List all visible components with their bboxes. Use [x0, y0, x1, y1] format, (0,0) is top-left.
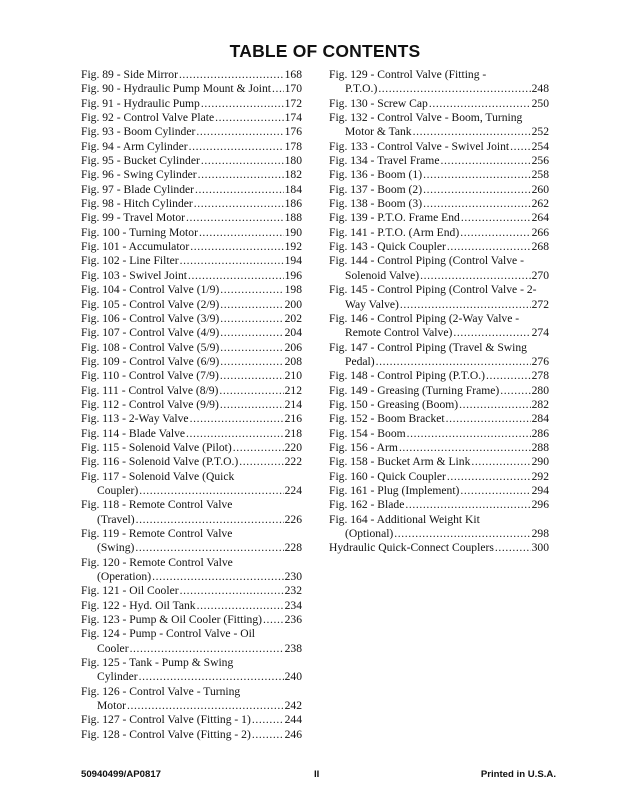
toc-entry-continuation: Motor [97, 699, 126, 713]
toc-entry-title: Fig. 116 - Solenoid Valve (P.T.O.) [81, 455, 239, 469]
toc-page-number: 292 [531, 469, 549, 483]
toc-entry[interactable] [81, 398, 302, 412]
dot-leader [394, 527, 530, 541]
dot-leader [407, 427, 531, 441]
toc-entry[interactable] [329, 154, 549, 168]
toc-page-number: 254 [531, 139, 549, 153]
toc-entry-title: Fig. 164 - Additional Weight Kit [329, 512, 480, 526]
dot-leader [420, 269, 530, 283]
toc-entry-title: Fig. 147 - Control Piping (Travel & Swing [329, 340, 527, 354]
toc-page-number: 298 [531, 527, 549, 540]
toc-page-number: 228 [284, 541, 302, 555]
dot-leader [447, 240, 531, 254]
dot-leader [220, 326, 283, 340]
toc-entry-title: Fig. 146 - Control Piping (2-Way Valve - [329, 311, 520, 325]
dot-leader [194, 197, 284, 211]
toc-page-number: 252 [531, 125, 549, 139]
toc-page-number: 212 [284, 383, 302, 397]
toc-entry[interactable] [81, 183, 302, 197]
dot-leader [400, 298, 531, 312]
toc-entry-continuation: Motor & Tank [345, 125, 412, 139]
toc-entry-title: Fig. 161 - Plug (Implement) [329, 483, 460, 497]
toc-page-number: 170 [284, 82, 302, 96]
dot-leader [199, 226, 284, 240]
toc-entry-title: Fig. 104 - Control Valve (1/9) [81, 283, 220, 297]
toc-entry-title: Fig. 160 - Quick Coupler [329, 469, 446, 483]
toc-entry-title: Fig. 137 - Boom (2) [329, 182, 423, 196]
toc-entry[interactable] [81, 412, 302, 426]
dot-leader [405, 498, 530, 512]
toc-entry-title: Fig. 97 - Blade Cylinder [81, 182, 195, 196]
dot-leader [139, 670, 284, 684]
toc-entry[interactable] [329, 498, 549, 512]
toc-page-number: 230 [284, 570, 302, 584]
dot-leader [219, 384, 283, 398]
toc-entry[interactable] [329, 168, 549, 182]
toc-page-number: 282 [531, 397, 549, 411]
dot-leader [495, 541, 531, 555]
toc-entry[interactable] [329, 226, 549, 240]
toc-entry[interactable] [329, 211, 549, 225]
toc-entry[interactable] [329, 341, 549, 370]
dot-leader [423, 168, 531, 182]
toc-page-number: 268 [531, 240, 549, 254]
toc-entry-title: Fig. 128 - Control Valve (Fitting - 2) [81, 727, 251, 741]
toc-entry-title: Fig. 154 - Boom [329, 426, 406, 440]
dot-leader [376, 355, 531, 369]
toc-entry-title: Fig. 132 - Control Valve - Boom, Turning [329, 111, 523, 125]
dot-leader [190, 412, 284, 426]
toc-entry-title: Fig. 138 - Boom (3) [329, 197, 423, 211]
toc-page-number: 266 [531, 225, 549, 239]
toc-entry[interactable] [329, 68, 549, 97]
toc-entry[interactable] [329, 369, 549, 383]
toc-entry-title: Fig. 133 - Control Valve - Swivel Joint [329, 139, 510, 153]
toc-entry-title: Fig. 103 - Swivel Joint [81, 268, 187, 282]
toc-entry[interactable] [81, 470, 302, 499]
toc-entry[interactable] [81, 713, 302, 727]
toc-entry[interactable] [81, 384, 302, 398]
dot-leader [180, 584, 284, 598]
toc-entry-title: Fig. 158 - Bucket Arm & Link [329, 455, 471, 469]
toc-page-number: 276 [531, 354, 549, 368]
toc-entry-title: Fig. 105 - Control Valve (2/9) [81, 297, 220, 311]
dot-leader [190, 240, 283, 254]
toc-entry[interactable] [81, 627, 302, 656]
dot-leader [127, 699, 284, 713]
toc-entry[interactable] [81, 125, 302, 139]
toc-entry-continuation: Cylinder [97, 670, 138, 684]
toc-page-number: 290 [531, 455, 549, 469]
toc-page-number: 250 [531, 96, 549, 110]
dot-leader [215, 111, 284, 125]
toc-entry-title: Fig. 115 - Solenoid Valve (Pilot) [81, 440, 232, 454]
toc-entry[interactable] [81, 283, 302, 297]
toc-entry-title: Hydraulic Quick-Connect Couplers [329, 541, 494, 555]
toc-entry-continuation: P.T.O.) [345, 82, 378, 96]
toc-entry[interactable] [81, 326, 302, 340]
footer-printed: Printed in U.S.A. [480, 769, 556, 780]
dot-leader [197, 599, 284, 613]
dot-leader [252, 713, 284, 727]
dot-leader [471, 455, 530, 469]
toc-entry[interactable] [81, 197, 302, 211]
dot-leader [136, 513, 284, 527]
toc-page-number: 172 [284, 96, 302, 110]
dot-leader [460, 226, 530, 240]
toc-page-number: 200 [284, 297, 302, 311]
toc-entry[interactable] [81, 211, 302, 225]
toc-entry-continuation: Coupler) [97, 483, 139, 497]
toc-entry-title: Fig. 109 - Control Valve (6/9) [81, 354, 220, 368]
toc-page-number: 234 [284, 598, 302, 612]
toc-entry-title: Fig. 108 - Control Valve (5/9) [81, 340, 220, 354]
toc-entry-title: Fig. 96 - Swing Cylinder [81, 168, 197, 182]
toc-entry[interactable] [81, 269, 302, 283]
toc-entry[interactable] [329, 441, 549, 455]
toc-entry[interactable] [329, 240, 549, 254]
dot-leader [486, 369, 531, 383]
toc-page-number: 300 [531, 541, 549, 555]
toc-entry-continuation: (Swing) [97, 541, 135, 555]
toc-page-number: 178 [284, 139, 302, 153]
dot-leader [196, 125, 283, 139]
toc-entry-title: Fig. 150 - Greasing (Boom) [329, 397, 459, 411]
dot-leader [220, 369, 284, 383]
toc-page-number: 204 [284, 326, 302, 340]
toc-entry[interactable] [81, 369, 302, 383]
toc-entry-title: Fig. 92 - Control Valve Plate [81, 111, 215, 125]
toc-page-number: 218 [284, 426, 302, 440]
toc-page-number: 260 [531, 182, 549, 196]
dot-leader [220, 355, 283, 369]
toc-entry-continuation: Way Valve) [345, 297, 399, 311]
toc-entry[interactable] [81, 599, 302, 613]
toc-right-column [329, 68, 549, 556]
toc-entry-title: Fig. 129 - Control Valve (Fitting - [329, 68, 487, 81]
toc-entry-title: Fig. 156 - Arm [329, 440, 398, 454]
toc-entry[interactable] [329, 470, 549, 484]
dot-leader [220, 341, 283, 355]
dot-leader [188, 269, 284, 283]
dot-leader [378, 82, 530, 96]
toc-entry[interactable] [329, 312, 549, 341]
dot-leader [152, 570, 284, 584]
toc-entry[interactable] [329, 398, 549, 412]
toc-entry[interactable] [81, 168, 302, 182]
toc-entry[interactable] [329, 183, 549, 197]
toc-entry[interactable] [81, 441, 302, 455]
toc-entry-title: Fig. 90 - Hydraulic Pump Mount & Joint [81, 82, 272, 96]
toc-page-number: 244 [284, 713, 302, 727]
toc-entry[interactable] [81, 68, 302, 82]
dot-leader [220, 298, 283, 312]
toc-entry-title: Fig. 145 - Control Piping (Control Valve - 2- [329, 283, 537, 297]
toc-entry-continuation: Cooler [97, 641, 129, 655]
toc-entry[interactable] [329, 412, 549, 426]
dot-leader [198, 168, 284, 182]
toc-page-number: 238 [284, 641, 302, 655]
dot-leader [272, 82, 284, 96]
dot-leader [239, 455, 283, 469]
toc-entry-title: Fig. 95 - Bucket Cylinder [81, 154, 200, 168]
toc-entry-title: Fig. 112 - Control Valve (9/9) [81, 397, 219, 411]
toc-entry[interactable] [81, 312, 302, 326]
toc-entry-title: Fig. 91 - Hydraulic Pump [81, 96, 200, 110]
toc-entry-title: Fig. 113 - 2-Way Valve [81, 412, 189, 426]
dot-leader [413, 125, 531, 139]
toc-page-number: 168 [284, 68, 302, 81]
toc-entry[interactable] [81, 82, 302, 96]
toc-entry[interactable] [81, 656, 302, 685]
toc-entry-title: Fig. 107 - Control Valve (4/9) [81, 326, 220, 340]
dot-leader [440, 154, 530, 168]
toc-entry[interactable] [81, 240, 302, 254]
toc-page-number: 226 [284, 512, 302, 526]
toc-entry[interactable] [329, 97, 549, 111]
toc-entry[interactable] [329, 283, 549, 312]
toc-entry-title: Fig. 101 - Accumulator [81, 240, 190, 254]
toc-entry[interactable] [81, 613, 302, 627]
toc-entry-title: Fig. 102 - Line Filter [81, 254, 179, 268]
toc-entry[interactable] [81, 341, 302, 355]
toc-entry-title: Fig. 139 - P.T.O. Frame End [329, 211, 460, 225]
toc-page-number: 284 [531, 412, 549, 426]
toc-entry-title: Fig. 136 - Boom (1) [329, 168, 423, 182]
toc-entry-title: Fig. 110 - Control Valve (7/9) [81, 369, 219, 383]
toc-entry[interactable] [81, 97, 302, 111]
toc-page-number: 214 [284, 397, 302, 411]
toc-page-number: 198 [284, 283, 302, 297]
toc-page-number: 188 [284, 211, 302, 225]
toc-entry-title: Fig. 121 - Oil Cooler [81, 584, 179, 598]
dot-leader [423, 197, 531, 211]
toc-entry[interactable] [329, 254, 549, 283]
toc-entry-continuation: (Travel) [97, 512, 135, 526]
toc-page-number: 182 [284, 168, 302, 182]
toc-page-number: 296 [531, 498, 549, 512]
toc-page-number: 202 [284, 311, 302, 325]
dot-leader [186, 211, 284, 225]
toc-page-number: 270 [531, 268, 549, 282]
toc-entry-title: Fig. 130 - Screw Cap [329, 96, 428, 110]
toc-entry-continuation: (Operation) [97, 570, 152, 584]
toc-entry-continuation: (Optional) [345, 527, 394, 540]
dot-leader [429, 97, 531, 111]
dot-leader [446, 412, 531, 426]
toc-entry[interactable] [329, 197, 549, 211]
dot-leader [220, 398, 284, 412]
toc-entry-title: Fig. 119 - Remote Control Valve [81, 527, 233, 540]
dot-leader [220, 312, 283, 326]
toc-page-number: 258 [531, 168, 549, 182]
toc-page-number: 224 [284, 483, 302, 497]
dot-leader [195, 183, 284, 197]
toc-entry-title: Fig. 143 - Quick Coupler [329, 240, 446, 254]
toc-entry[interactable] [81, 355, 302, 369]
toc-page-number: 236 [284, 613, 302, 627]
toc-entry-title: Fig. 114 - Blade Valve [81, 426, 186, 440]
toc-entry-title: Fig. 123 - Pump & Oil Cooler (Fitting) [81, 613, 262, 627]
toc-page-number: 192 [284, 240, 302, 254]
toc-page-number: 256 [531, 154, 549, 168]
dot-leader [252, 728, 284, 742]
toc-entry-title: Fig. 120 - Remote Control Valve [81, 555, 233, 569]
toc-page-number: 264 [531, 211, 549, 225]
toc-entry-continuation: Solenoid Valve) [345, 268, 420, 282]
toc-entry[interactable] [329, 484, 549, 498]
dot-leader [201, 154, 284, 168]
toc-page-number: 278 [531, 369, 549, 383]
toc-page-number: 174 [284, 111, 302, 125]
toc-entry-title: Fig. 94 - Arm Cylinder [81, 139, 188, 153]
toc-page-number: 180 [284, 154, 302, 168]
dot-leader [399, 441, 531, 455]
toc-entry[interactable] [81, 728, 302, 742]
toc-entry[interactable] [81, 254, 302, 268]
page-title: TABLE OF CONTENTS [229, 41, 421, 61]
dot-leader [179, 68, 284, 82]
toc-entry-title: Fig. 126 - Control Valve - Turning [81, 684, 241, 698]
toc-page-number: 240 [284, 670, 302, 684]
toc-entry[interactable] [329, 541, 549, 555]
toc-entry-title: Fig. 162 - Blade [329, 498, 405, 512]
toc-entry[interactable] [81, 455, 302, 469]
footer-page-number: II [314, 769, 320, 780]
toc-left-column [81, 68, 302, 742]
dot-leader [180, 254, 284, 268]
toc-page-number: 280 [531, 383, 549, 397]
footer-doc-number: 50940499/AP0817 [81, 769, 162, 780]
toc-entry-title: Fig. 93 - Boom Cylinder [81, 125, 196, 139]
toc-entry-continuation: Pedal) [345, 354, 375, 368]
toc-page-number: 294 [531, 483, 549, 497]
dot-leader [263, 613, 284, 627]
dot-leader [130, 642, 284, 656]
toc-page-number: 190 [284, 225, 302, 239]
toc-entry-title: Fig. 118 - Remote Control Valve [81, 498, 233, 512]
toc-page-number: 232 [284, 584, 302, 598]
toc-entry[interactable] [329, 455, 549, 469]
toc-entry-title: Fig. 141 - P.T.O. (Arm End) [329, 225, 460, 239]
toc-entry[interactable] [81, 584, 302, 598]
toc-entry[interactable] [329, 427, 549, 441]
toc-page-number: 246 [284, 727, 302, 741]
toc-page-number: 288 [531, 440, 549, 454]
dot-leader [447, 470, 531, 484]
toc-page-number: 206 [284, 340, 302, 354]
toc-entry-continuation: Remote Control Valve) [345, 326, 453, 340]
toc-entry[interactable] [329, 513, 549, 542]
toc-page-number: 272 [531, 297, 549, 311]
toc-page-number: 208 [284, 354, 302, 368]
toc-entry-title: Fig. 134 - Travel Frame [329, 154, 440, 168]
toc-entry-title: Fig. 124 - Pump - Control Valve - Oil [81, 627, 256, 641]
toc-page-number: 262 [531, 197, 549, 211]
toc-entry-title: Fig. 125 - Tank - Pump & Swing [81, 656, 234, 670]
toc-entry[interactable] [81, 498, 302, 527]
toc-entry[interactable] [81, 527, 302, 556]
toc-entry-title: Fig. 144 - Control Piping (Control Valve - [329, 254, 524, 268]
dot-leader [139, 484, 283, 498]
toc-entry[interactable] [81, 111, 302, 125]
toc-page-number: 220 [284, 440, 302, 454]
toc-entry-title: Fig. 89 - Side Mirror [81, 68, 178, 81]
toc-entry[interactable] [81, 154, 302, 168]
toc-page-number: 210 [284, 369, 302, 383]
toc-entry[interactable] [329, 111, 549, 140]
toc-entry-title: Fig. 152 - Boom Bracket [329, 412, 445, 426]
toc-entry-title: Fig. 100 - Turning Motor [81, 225, 198, 239]
toc-entry-title: Fig. 106 - Control Valve (3/9) [81, 311, 220, 325]
toc-entry[interactable] [81, 226, 302, 240]
dot-leader [186, 427, 284, 441]
dot-leader [135, 541, 283, 555]
dot-leader [510, 140, 530, 154]
toc-page-number: 286 [531, 426, 549, 440]
dot-leader [500, 384, 530, 398]
dot-leader [201, 97, 284, 111]
toc-page-number: 216 [284, 412, 302, 426]
toc-entry-title: Fig. 99 - Travel Motor [81, 211, 186, 225]
toc-page-number: 184 [284, 182, 302, 196]
toc-entry-title: Fig. 111 - Control Valve (8/9) [81, 383, 219, 397]
toc-entry[interactable] [329, 384, 549, 398]
dot-leader [189, 140, 284, 154]
toc-entry-title: Fig. 98 - Hitch Cylinder [81, 197, 193, 211]
toc-entry[interactable] [329, 140, 549, 154]
toc-page-number: 196 [284, 268, 302, 282]
toc-entry-title: Fig. 149 - Greasing (Turning Frame) [329, 383, 500, 397]
toc-page-number: 194 [284, 254, 302, 268]
dot-leader [460, 484, 530, 498]
toc-entry[interactable] [81, 427, 302, 441]
toc-entry-title: Fig. 122 - Hyd. Oil Tank [81, 598, 196, 612]
toc-page-number: 176 [284, 125, 302, 139]
toc-entry[interactable] [81, 556, 302, 585]
toc-page-number: 248 [531, 82, 549, 96]
toc-page-number: 274 [531, 326, 549, 340]
toc-page-number: 222 [284, 455, 302, 469]
toc-entry[interactable] [81, 298, 302, 312]
toc-entry-title: Fig. 148 - Control Piping (P.T.O.) [329, 369, 485, 383]
toc-entry-title: Fig. 127 - Control Valve (Fitting - 1) [81, 713, 251, 727]
toc-entry[interactable] [81, 685, 302, 714]
dot-leader [459, 398, 530, 412]
toc-entry[interactable] [81, 140, 302, 154]
dot-leader [233, 441, 284, 455]
toc-page-number: 242 [284, 699, 302, 713]
dot-leader [453, 326, 530, 340]
dot-leader [461, 211, 531, 225]
dot-leader [220, 283, 283, 297]
toc-page-number: 186 [284, 197, 302, 211]
dot-leader [423, 183, 531, 197]
toc-entry-title: Fig. 117 - Solenoid Valve (Quick [81, 469, 235, 483]
